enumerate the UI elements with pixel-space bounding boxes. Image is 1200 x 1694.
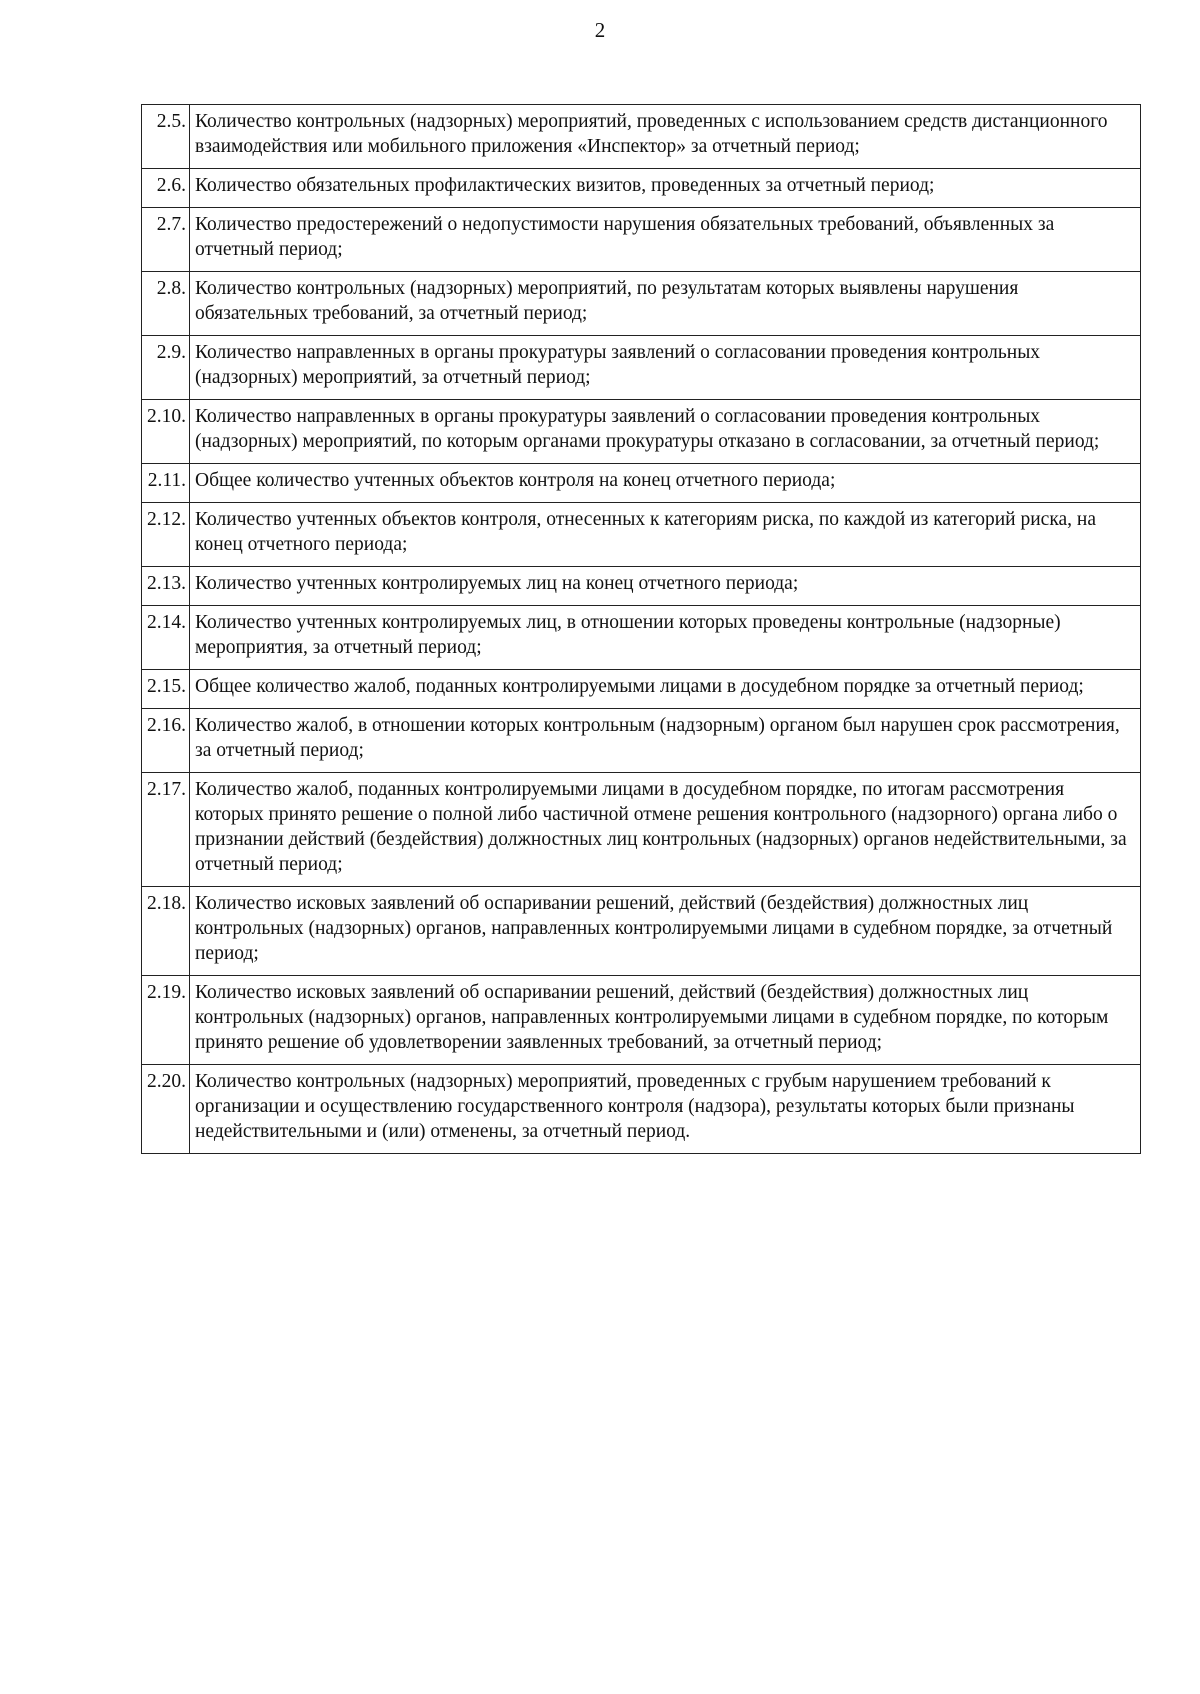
item-number: 2.7.	[142, 208, 190, 272]
table-row	[142, 606, 1141, 670]
table-row	[142, 336, 1141, 400]
table-row	[142, 887, 1141, 976]
item-number: 2.16.	[142, 709, 190, 773]
table-row	[142, 272, 1141, 336]
item-number: 2.20.	[142, 1065, 190, 1154]
item-text: Количество учтенных объектов контроля, отнесенных к категориям риска, по каждой из категорий риска, на конец отчетного периода;	[190, 503, 1141, 567]
item-text: Количество жалоб, в отношении которых контрольным (надзорным) органом был нарушен срок рассмотрения, за отчетный период;	[190, 709, 1141, 773]
table-row	[142, 773, 1141, 887]
item-number: 2.15.	[142, 670, 190, 709]
item-text: Общее количество учтенных объектов контроля на конец отчетного периода;	[190, 464, 1141, 503]
item-number: 2.18.	[142, 887, 190, 976]
item-text: Количество исковых заявлений об оспаривании решений, действий (бездействия) должностных лиц контрольных (надзорных) органов, направленных контролируемыми лицами в судебном порядке, по которым принято решение об удовлетворении заявленных требований, за отчетный период;	[190, 976, 1141, 1065]
item-text: Количество предостережений о недопустимости нарушения обязательных требований, объявленных за отчетный период;	[190, 208, 1141, 272]
table-row	[142, 464, 1141, 503]
item-number: 2.13.	[142, 567, 190, 606]
table-row	[142, 503, 1141, 567]
item-text: Количество исковых заявлений об оспаривании решений, действий (бездействия) должностных лиц контрольных (надзорных) органов, направленных контролируемыми лицами в судебном порядке, за отчетный период;	[190, 887, 1141, 976]
item-number: 2.19.	[142, 976, 190, 1065]
indicators-table	[141, 104, 1141, 1154]
table-row	[142, 567, 1141, 606]
item-text: Количество контрольных (надзорных) мероприятий, по результатам которых выявлены нарушения обязательных требований, за отчетный период;	[190, 272, 1141, 336]
item-text: Количество контрольных (надзорных) мероприятий, проведенных с использованием средств дистанционного взаимодействия или мобильного приложения «Инспектор» за отчетный период;	[190, 105, 1141, 169]
item-text: Количество направленных в органы прокуратуры заявлений о согласовании проведения контрольных (надзорных) мероприятий, за отчетный период;	[190, 336, 1141, 400]
item-number: 2.9.	[142, 336, 190, 400]
item-number: 2.14.	[142, 606, 190, 670]
item-number: 2.5.	[142, 105, 190, 169]
item-text: Количество учтенных контролируемых лиц, в отношении которых проведены контрольные (надзорные) мероприятия, за отчетный период;	[190, 606, 1141, 670]
item-number: 2.11.	[142, 464, 190, 503]
item-number: 2.6.	[142, 169, 190, 208]
item-number: 2.10.	[142, 400, 190, 464]
item-text: Количество направленных в органы прокуратуры заявлений о согласовании проведения контрольных (надзорных) мероприятий, по которым органами прокуратуры отказано в согласовании, за отчетный период;	[190, 400, 1141, 464]
table-row	[142, 976, 1141, 1065]
table-row	[142, 400, 1141, 464]
item-text: Общее количество жалоб, поданных контролируемыми лицами в досудебном порядке за отчетный период;	[190, 670, 1141, 709]
table-row	[142, 208, 1141, 272]
table-row	[142, 105, 1141, 169]
item-number: 2.12.	[142, 503, 190, 567]
item-number: 2.8.	[142, 272, 190, 336]
table-row	[142, 1065, 1141, 1154]
item-text: Количество контрольных (надзорных) мероприятий, проведенных с грубым нарушением требований к организации и осуществлению государственного контроля (надзора), результаты которых были признаны недействительными и (или) отменены, за отчетный период.	[190, 1065, 1141, 1154]
table-row	[142, 670, 1141, 709]
table-row	[142, 169, 1141, 208]
item-number: 2.17.	[142, 773, 190, 887]
table-row	[142, 709, 1141, 773]
item-text: Количество учтенных контролируемых лиц на конец отчетного периода;	[190, 567, 1141, 606]
item-text: Количество жалоб, поданных контролируемыми лицами в досудебном порядке, по итогам рассмотрения которых принято решение о полной либо частичной отмене решения контрольного (надзорного) органа либо о признании действий (бездействия) должностных лиц контрольных (надзорных) органов недействительными, за отчетный период;	[190, 773, 1141, 887]
item-text: Количество обязательных профилактических визитов, проведенных за отчетный период;	[190, 169, 1141, 208]
page-number: 2	[594, 18, 606, 42]
